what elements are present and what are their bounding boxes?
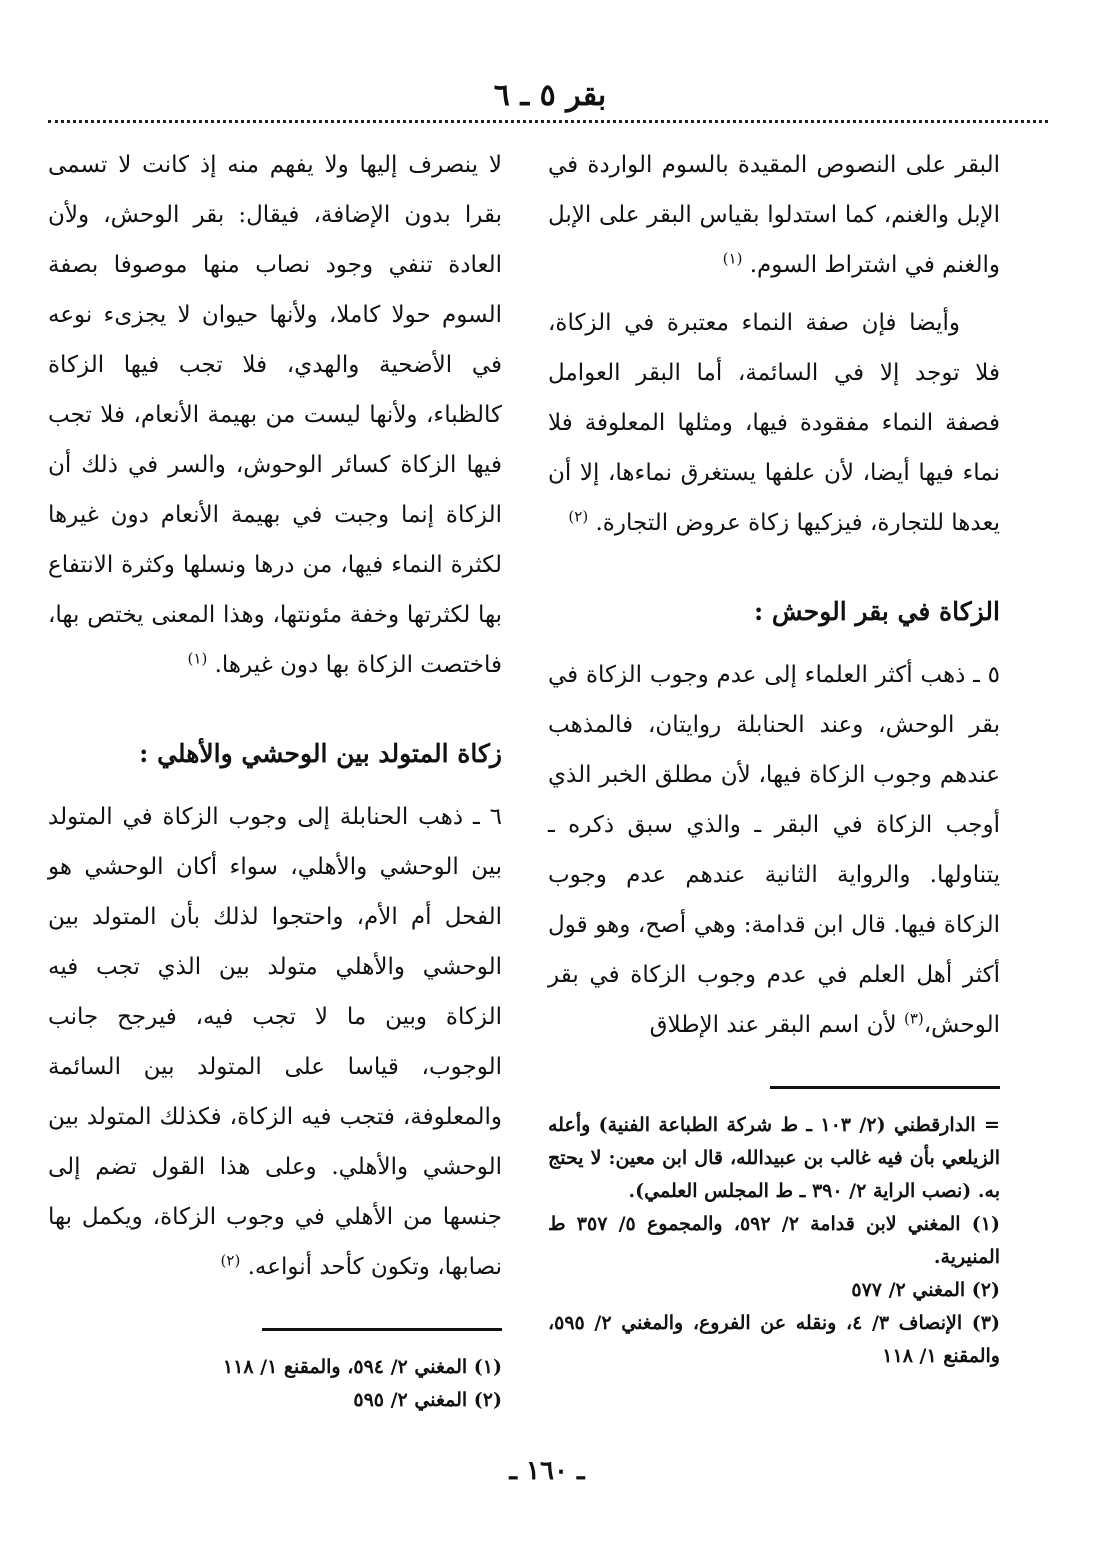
footnote: (١) المغني لابن قدامة ٢/ ٥٩٢، والمجموع ٥/ ٣٥٧ ط المنيرية. — [548, 1213, 1000, 1268]
paragraph — [48, 792, 502, 1292]
paragraph-text: ٥ ـ ذهب أكثر العلماء إلى عدم وجوب الزكاة في بقر الوحش، وعند الحنابلة روايتان، فالمذهب عندهم وجوب الزكاة فيها، لأن مطلق الخبر الذي أوجب الزكاة في البقر ـ والذي سبق ذكره ـ يتناولها. والرواية الثانية عندهم عدم وجوب الزكاة فيها. قال ابن قدامة: وهي أصح، وهو قول أكثر أهل العلم في عدم وجوب الزكاة في بقر الوحش، — [548, 662, 1000, 1038]
footnotes — [48, 1351, 502, 1417]
footnote: (١) المغني ٢/ ٥٩٤، والمقنع ١/ ١١٨ — [222, 1356, 502, 1378]
paragraph-text: لأن اسم البقر عند الإطلاق — [649, 1012, 897, 1038]
footnotes — [548, 1109, 1000, 1373]
footnote-divider — [262, 1328, 502, 1331]
footnote-ref[interactable]: (٢) — [220, 1251, 241, 1270]
paragraph-text: ٦ ـ ذهب الحنابلة إلى وجوب الزكاة في المتولد بين الوحشي والأهلي، سواء أكان الوحشي هو الفحل أم الأم، واحتجوا لذلك بأن المتولد بين الوحشي والأهلي متولد بين الذي تجب فيه الزكاة وبين ما لا تجب فيه، فيرجح جانب الوجوب، قياسا على المتولد بين السائمة والمعلوفة، فتجب فيه الزكاة، فكذلك المتولد بين الوحشي والأهلي. وعلى هذا القول تضم إلى جنسها من الأهلي في وجوب الزكاة، ويكمل بها نصابها، وتكون كأحد أنواعه. — [48, 804, 502, 1280]
footnote: (٢) المغني ٢/ ٥٧٧ — [851, 1279, 1000, 1301]
footnote: = الدارقطني (٢/ ١٠٣ ـ ط شركة الطباعة الفنية) وأعله الزيلعي بأن فيه غالب بن عبيدالله، قال ابن معين: لا يحتج به. (نصب الراية ٢/ ٣٩٠ ـ ط المجلس العلمي). — [548, 1114, 1000, 1202]
paragraph-text: وأيضا فإن صفة النماء معتبرة في الزكاة، فلا توجد إلا في السائمة، أما البقر العوامل فصفة النماء مفقودة فيها، ومثلها المعلوفة فلا نماء فيها أيضا، لأن علفها يستغرق نماءها، إلا أن يعدها للتجارة، فيزكيها زكاة عروض التجارة. — [548, 310, 1000, 536]
paragraph — [548, 298, 1000, 548]
footnote-ref[interactable]: (٣) — [903, 1009, 924, 1028]
left-column — [48, 140, 502, 1417]
footnote-divider — [770, 1086, 1000, 1089]
paragraph — [548, 650, 1000, 1050]
paragraph-text: لا ينصرف إليها ولا يفهم منه إذ كانت لا تسمى بقرا بدون الإضافة، فيقال: بقر الوحش، ولأن العادة تنفي وجود نصاب منها موصوفا بصفة السوم حولا كاملا، ولأنها حيوان لا يجزىء نوعه في الأضحية والهدي، فلا تجب فيها الزكاة كالظباء، ولأنها ليست من بهيمة الأنعام، فلا تجب فيها الزكاة كسائر الوحوش، والسر في ذلك أن الزكاة إنما وجبت في بهيمة الأنعام دون غيرها لكثرة النماء فيها، من درها ونسلها وكثرة الانتفاع بها لكثرتها وخفة مئونتها، وهذا المعنى يختص بها، فاختصت الزكاة بها دون غيرها. — [48, 152, 502, 678]
page-number: ـ ١٦٠ ـ — [509, 1456, 585, 1486]
header-divider — [48, 120, 1048, 123]
footnote-ref[interactable]: (١) — [722, 249, 743, 268]
running-header: بقر ٥ ـ ٦ — [493, 78, 607, 113]
section-heading: زكاة المتولد بين الوحشي والأهلي : — [139, 739, 502, 768]
right-column — [548, 140, 1000, 1373]
paragraph — [548, 140, 1000, 290]
footnote-ref[interactable]: (١) — [187, 649, 208, 668]
paragraph-text: البقر على النصوص المقيدة بالسوم الواردة في الإبل والغنم، كما استدلوا بقياس البقر على الإبل والغنم في اشتراط السوم. — [548, 152, 1000, 278]
footnote-ref[interactable]: (٢) — [568, 507, 589, 526]
footnote: (٣) الإنصاف ٣/ ٤، ونقله عن الفروع، والمغني ٢/ ٥٩٥، والمقنع ١/ ١١٨ — [548, 1312, 1000, 1367]
footnote: (٢) المغني ٢/ ٥٩٥ — [353, 1389, 502, 1411]
paragraph — [48, 140, 502, 690]
section-heading: الزكاة في بقر الوحش : — [753, 597, 1000, 626]
